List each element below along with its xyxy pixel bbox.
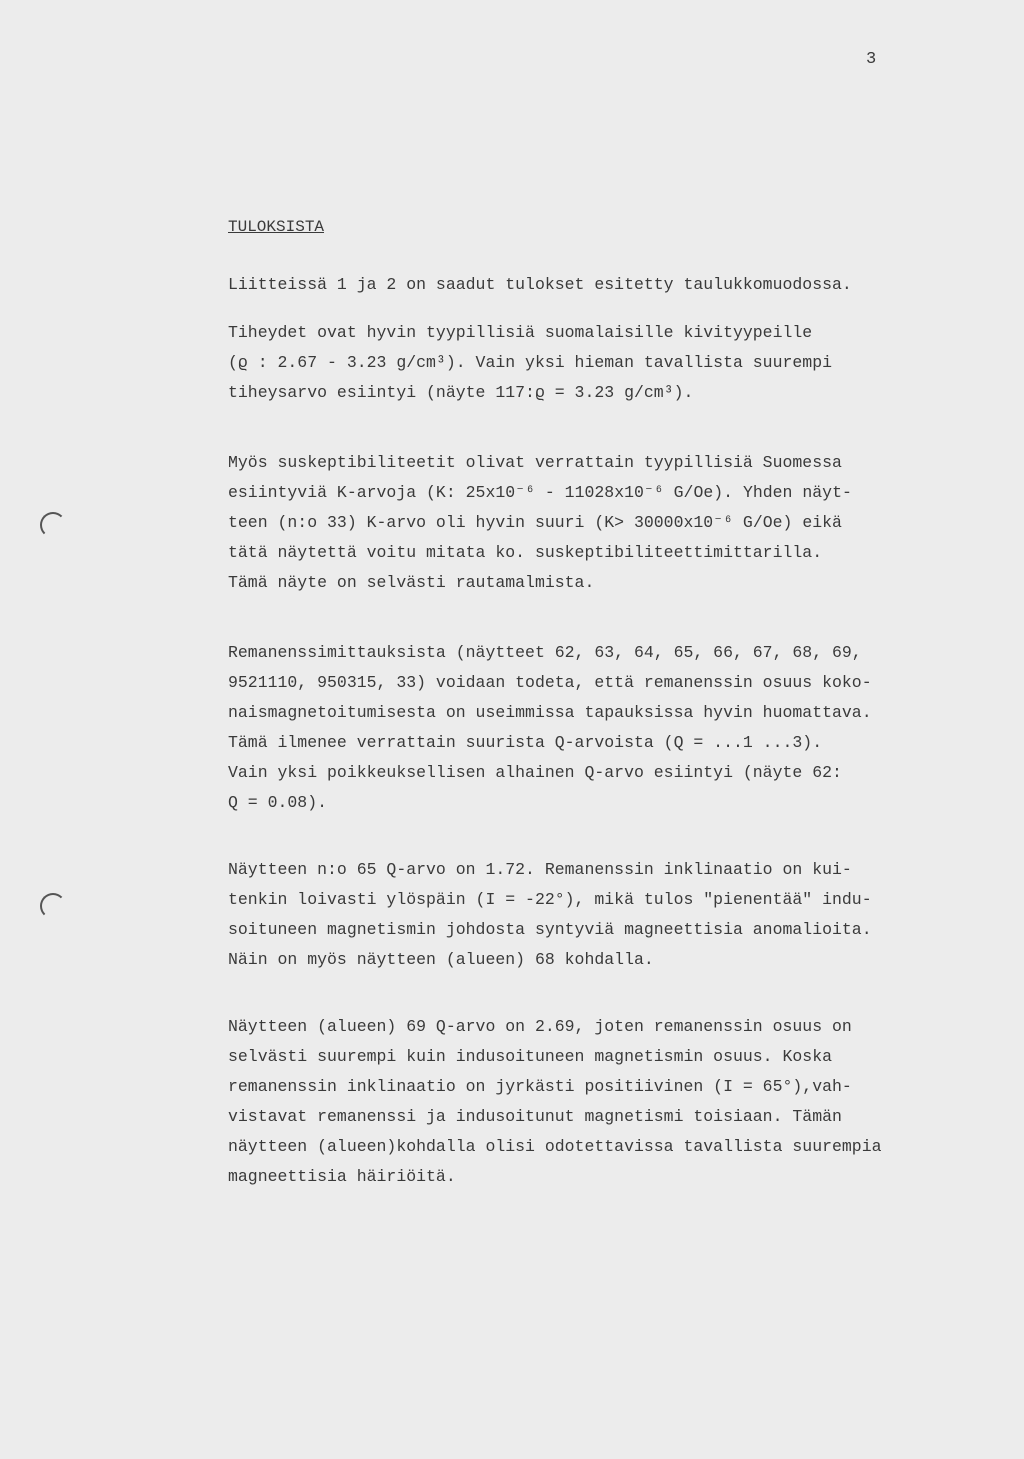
- text-line: näytteen (alueen)kohdalla olisi odotettavissa tavallista suurempia: [228, 1137, 882, 1156]
- text-line: magneettisia häiriöitä.: [228, 1167, 456, 1186]
- hole-punch-mark-upper: [40, 512, 66, 538]
- text-line: tenkin loivasti ylöspäin (I = -22°), mikä tulos "pienentää" indu-: [228, 890, 872, 909]
- paragraph-remanence: [228, 638, 948, 818]
- text-line: Q = 0.08).: [228, 793, 328, 812]
- text-line: Tiheydet ovat hyvin tyypillisiä suomalaisille kivityypeille: [228, 323, 813, 342]
- text-line: Tämä ilmenee verrattain suurista Q-arvoista (Q = ...1 ...3).: [228, 733, 823, 752]
- paragraph-susceptibilities: [228, 448, 948, 598]
- text-line: teen (n:o 33) K-arvo oli hyvin suuri (K> 30000x10⁻⁶ G/Oe) eikä: [228, 513, 842, 532]
- text-line: Tämä näyte on selvästi rautamalmista.: [228, 573, 595, 592]
- text-line: soituneen magnetismin johdosta syntyviä magneettisia anomalioita.: [228, 920, 872, 939]
- text-line: tiheysarvo esiintyi (näyte 117:ϱ = 3.23 g/cm³).: [228, 383, 694, 402]
- text-line: naismagnetoitumisesta on useimmissa tapauksissa hyvin huomattava.: [228, 703, 872, 722]
- text-line: selvästi suurempi kuin indusoituneen magnetismin osuus. Koska: [228, 1047, 832, 1066]
- paragraph-sample-69: [228, 1012, 948, 1192]
- text-line: Näin on myös näytteen (alueen) 68 kohdalla.: [228, 950, 654, 969]
- text-line: Myös suskeptibiliteetit olivat verrattain tyypillisiä Suomessa: [228, 453, 842, 472]
- paragraph-densities: [228, 318, 948, 408]
- text-line: Näytteen (alueen) 69 Q-arvo on 2.69, joten remanenssin osuus on: [228, 1017, 852, 1036]
- text-line: esiintyviä K-arvoja (K: 25x10⁻⁶ - 11028x10⁻⁶ G/Oe). Yhden näyt-: [228, 483, 852, 502]
- text-line: Remanenssimittauksista (näytteet 62, 63, 64, 65, 66, 67, 68, 69,: [228, 643, 862, 662]
- text-line: remanenssin inklinaatio on jyrkästi positiivinen (I = 65°),vah-: [228, 1077, 852, 1096]
- page-number: 3: [866, 50, 877, 69]
- text-line: vistavat remanenssi ja indusoitunut magnetismi toisiaan. Tämän: [228, 1107, 842, 1126]
- hole-punch-mark-lower: [40, 893, 66, 919]
- text-line: 9521110, 950315, 33) voidaan todeta, että remanenssin osuus koko-: [228, 673, 872, 692]
- paragraph-sample-65: [228, 855, 948, 975]
- text-line: Liitteissä 1 ja 2 on saadut tulokset esitetty taulukkomuodossa.: [228, 275, 852, 294]
- paragraph-results-tables: [228, 270, 948, 300]
- section-heading: TULOKSISTA: [228, 218, 325, 236]
- text-line: Näytteen n:o 65 Q-arvo on 1.72. Remanenssin inklinaatio on kui-: [228, 860, 852, 879]
- text-line: tätä näytettä voitu mitata ko. suskeptibiliteettimittarilla.: [228, 543, 823, 562]
- text-line: Vain yksi poikkeuksellisen alhainen Q-arvo esiintyi (näyte 62:: [228, 763, 842, 782]
- text-line: (ϱ : 2.67 - 3.23 g/cm³). Vain yksi hieman tavallista suurempi: [228, 353, 832, 372]
